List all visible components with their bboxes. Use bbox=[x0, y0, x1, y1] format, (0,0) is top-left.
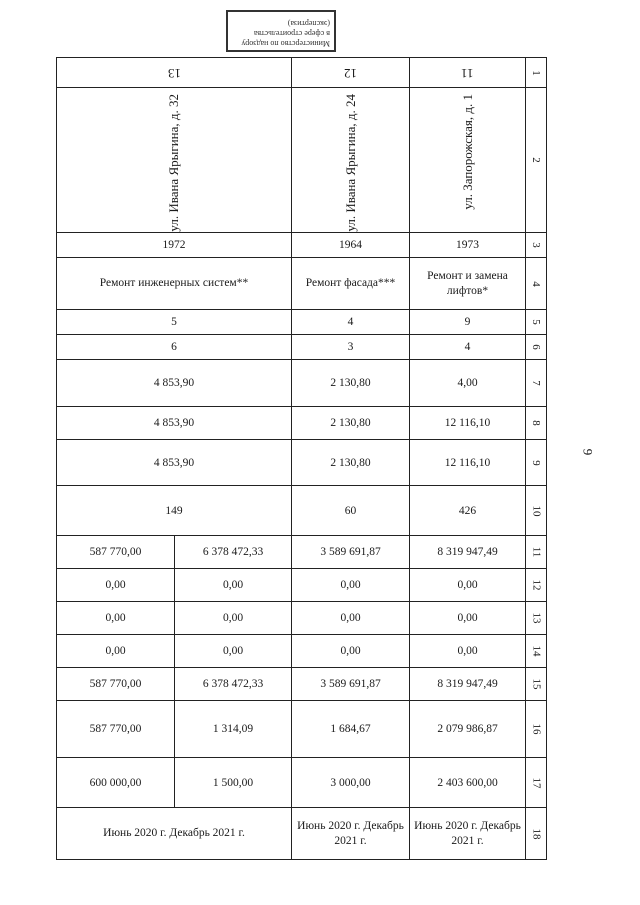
table-cell: 5 bbox=[526, 310, 547, 335]
table-row bbox=[57, 233, 547, 258]
table-cell: ул. Ивана Ярыгина, д. 24 bbox=[292, 88, 410, 233]
table-cell: 4 853,90 bbox=[57, 440, 292, 486]
table-row bbox=[57, 701, 547, 758]
table-cell: 1972 bbox=[57, 233, 292, 258]
page-number: 9 bbox=[580, 448, 596, 456]
table-cell: 0,00 bbox=[57, 635, 175, 668]
table-cell: 2 bbox=[526, 88, 547, 233]
table-row bbox=[57, 758, 547, 808]
table-cell: 0,00 bbox=[175, 569, 292, 602]
table-cell: Июнь 2020 г. Декабрь 2021 г. bbox=[292, 808, 410, 860]
table-cell: 9 bbox=[526, 440, 547, 486]
table-cell: 587 770,00 bbox=[57, 668, 175, 701]
table-cell: 3 bbox=[526, 233, 547, 258]
table-cell: 0,00 bbox=[410, 635, 526, 668]
table-cell: 0,00 bbox=[410, 602, 526, 635]
table-cell: 2 130,80 bbox=[292, 440, 410, 486]
table-cell: 1973 bbox=[410, 233, 526, 258]
table-row bbox=[57, 668, 547, 701]
table-cell: 1 bbox=[526, 58, 547, 88]
table-cell: 13 bbox=[526, 602, 547, 635]
table-row bbox=[57, 440, 547, 486]
table-row bbox=[57, 310, 547, 335]
table-cell: Ремонт инженерных систем** bbox=[57, 258, 292, 310]
table-cell: 0,00 bbox=[175, 635, 292, 668]
table-cell: 426 bbox=[410, 486, 526, 536]
table-row bbox=[57, 569, 547, 602]
table-row bbox=[57, 602, 547, 635]
table-cell: 0,00 bbox=[292, 569, 410, 602]
table-row bbox=[57, 258, 547, 310]
table-cell: 0,00 bbox=[57, 602, 175, 635]
table-cell: 2 079 986,87 bbox=[410, 701, 526, 758]
table-cell: 17 bbox=[526, 758, 547, 808]
table-cell: 2 130,80 bbox=[292, 407, 410, 440]
table-row bbox=[57, 536, 547, 569]
table-cell: 12 116,10 bbox=[410, 407, 526, 440]
table-cell: 4,00 bbox=[410, 360, 526, 407]
table-cell: 10 bbox=[526, 486, 547, 536]
table-cell: 3 bbox=[292, 335, 410, 360]
table-cell: 8 bbox=[526, 407, 547, 440]
table-cell: Ремонт и замена лифтов* bbox=[410, 258, 526, 310]
table-cell: 12 bbox=[526, 569, 547, 602]
table-cell: 1964 bbox=[292, 233, 410, 258]
table-cell: 0,00 bbox=[292, 635, 410, 668]
table-cell: 6 bbox=[526, 335, 547, 360]
table-cell: 2 403 600,00 bbox=[410, 758, 526, 808]
table-cell: 11 bbox=[526, 536, 547, 569]
table-cell: 14 bbox=[526, 635, 547, 668]
table-row bbox=[57, 88, 547, 233]
table-cell: Июнь 2020 г. Декабрь 2021 г. bbox=[57, 808, 292, 860]
table-cell: 12 116,10 bbox=[410, 440, 526, 486]
table-cell: 0,00 bbox=[410, 569, 526, 602]
table-cell: 7 bbox=[526, 360, 547, 407]
table-row bbox=[57, 335, 547, 360]
table-cell: 2 130,80 bbox=[292, 360, 410, 407]
table-cell: 0,00 bbox=[175, 602, 292, 635]
table-cell: 6 378 472,33 bbox=[175, 668, 292, 701]
table-cell: 15 bbox=[526, 668, 547, 701]
table-cell: 1 500,00 bbox=[175, 758, 292, 808]
table-row bbox=[57, 360, 547, 407]
table-cell: Июнь 2020 г. Декабрь 2021 г. bbox=[410, 808, 526, 860]
table-row bbox=[57, 58, 547, 88]
table-cell: 600 000,00 bbox=[57, 758, 175, 808]
table-cell: 3 589 691,87 bbox=[292, 668, 410, 701]
table-cell: 9 bbox=[410, 310, 526, 335]
table-row bbox=[57, 635, 547, 668]
table-cell: 3 000,00 bbox=[292, 758, 410, 808]
data-table bbox=[56, 57, 547, 860]
table-cell: 12 bbox=[292, 58, 410, 88]
table-row bbox=[57, 407, 547, 440]
table-cell: 8 319 947,49 bbox=[410, 668, 526, 701]
table-cell: 587 770,00 bbox=[57, 536, 175, 569]
table-cell: ул. Запорожская, д. 1 bbox=[410, 88, 526, 233]
table-cell: 16 bbox=[526, 701, 547, 758]
table-cell: 1 684,67 bbox=[292, 701, 410, 758]
table-cell: 1 314,09 bbox=[175, 701, 292, 758]
table-cell: Ремонт фасада*** bbox=[292, 258, 410, 310]
table-cell: 149 bbox=[57, 486, 292, 536]
table-cell: 6 378 472,33 bbox=[175, 536, 292, 569]
table-cell: 0,00 bbox=[292, 602, 410, 635]
table-cell: 13 bbox=[57, 58, 292, 88]
table-cell: 4 bbox=[292, 310, 410, 335]
table-cell: 6 bbox=[57, 335, 292, 360]
table-row bbox=[57, 486, 547, 536]
table-cell: 8 319 947,49 bbox=[410, 536, 526, 569]
table-cell: 4 853,90 bbox=[57, 407, 292, 440]
table-cell: ул. Ивана Ярыгина, д. 32 bbox=[57, 88, 292, 233]
table-cell: 11 bbox=[410, 58, 526, 88]
table-row bbox=[57, 808, 547, 860]
table-cell: 4 bbox=[526, 258, 547, 310]
table-cell: 5 bbox=[57, 310, 292, 335]
table-cell: 60 bbox=[292, 486, 410, 536]
table-cell: 0,00 bbox=[57, 569, 175, 602]
table-cell: 18 bbox=[526, 808, 547, 860]
table-cell: 4 bbox=[410, 335, 526, 360]
approval-stamp: Министерство по надзору в сфере строительства (экспертиза) bbox=[226, 10, 336, 52]
table-cell: 4 853,90 bbox=[57, 360, 292, 407]
table-cell: 587 770,00 bbox=[57, 701, 175, 758]
table-cell: 3 589 691,87 bbox=[292, 536, 410, 569]
